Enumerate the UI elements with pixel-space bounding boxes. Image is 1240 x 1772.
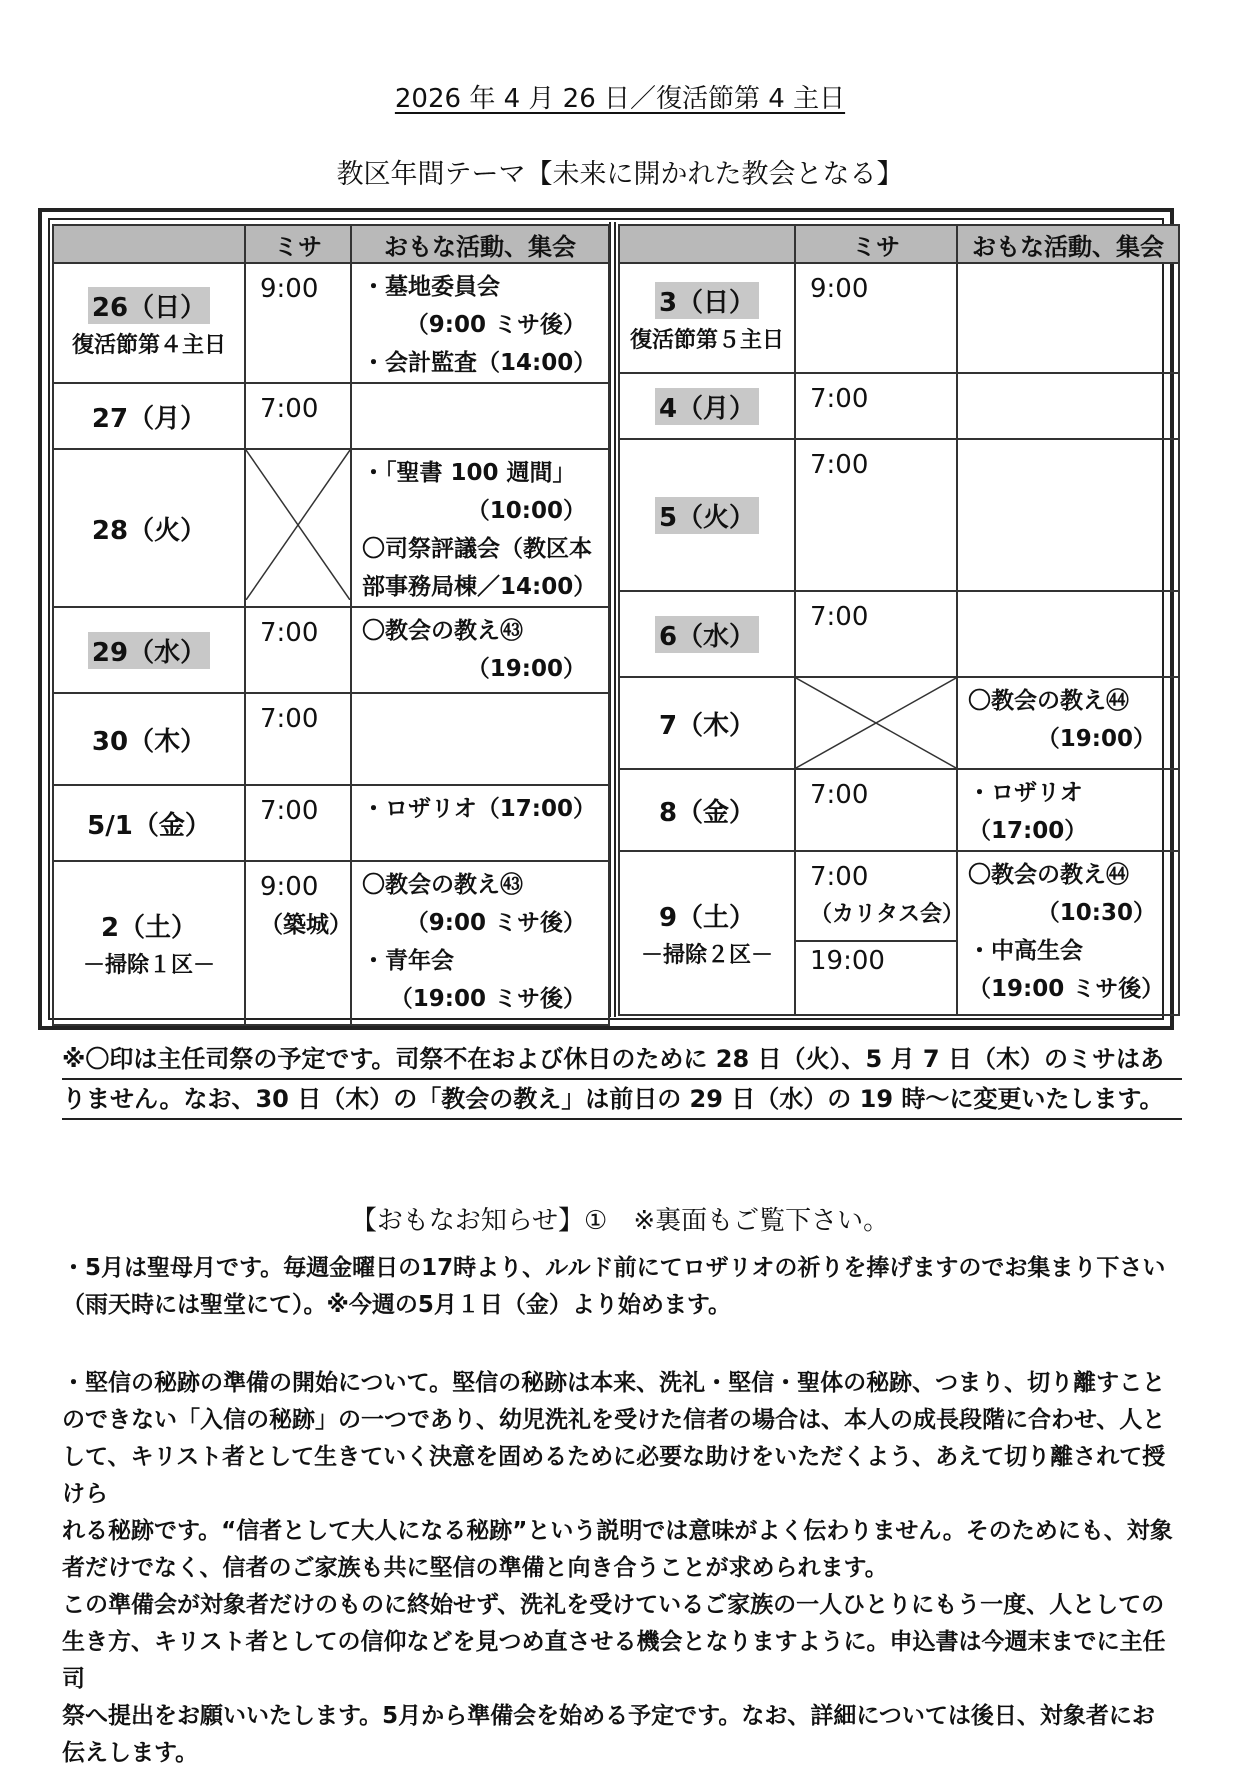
table-row [619,769,1179,851]
table-row [619,439,1179,591]
mass-time: 19:00 [810,946,885,976]
schedule-note [62,1040,1182,1120]
mass-time: 7:00 [810,780,869,810]
date-label: 5/1（金） [87,810,211,841]
mass-note: （カリタス会） [810,902,965,927]
date-label: 26（日） [88,287,210,324]
activity-line: （19:00） [1036,726,1156,752]
activity-line: （9:00 ミサ後） [405,910,586,936]
header-date [619,225,795,263]
activity-line: ・墓地委員会 [362,274,500,300]
mass-time: 7:00 [810,450,869,480]
date-label: 5（火） [655,497,759,534]
activity-line: 〇教会の教え㊹ [968,688,1129,714]
header-date [53,225,245,263]
no-mass-cross [795,677,957,769]
date-sub-label: －掃除１区－ [82,953,215,978]
table-row [619,591,1179,677]
activity-line: ・中高生会 [968,938,1083,964]
activity-line: 〇教会の教え㊸ [362,872,523,898]
mass-time: 7:00 [260,394,319,424]
mass-time: 7:00 [260,796,319,826]
notices-title: 【おもなお知らせ】① ※裏面もご覧下さい。 [350,1206,890,1236]
table-row [53,785,609,861]
date-label: 6（水） [655,616,759,653]
notice-line: 者だけでなく、信者のご家族も共に堅信の準備と向き合うことが求められます。 [62,1555,888,1581]
activity-line: 〇教会の教え㊸ [362,618,523,644]
table-row [619,851,1179,1015]
date-label: 29（水） [88,632,210,669]
notice-line: この準備会が対象者だけのものに終始せず、洗礼を受けているご家族の一人ひとりにもう一度、人としての [62,1592,1165,1618]
notice-line: （雨天時には聖堂にて）。※今週の5月１日（金）より始めます。 [62,1292,732,1318]
table-row [619,263,1179,373]
date-label: 8（金） [658,797,756,828]
activity-line: 〇司祭評議会（教区本 [362,536,592,562]
notice-rosary [62,1250,1182,1324]
activity-line: （10:30） [1036,900,1156,926]
date-sub-label: 復活節第４主日 [71,333,226,358]
date-sub-label: －掃除２区－ [640,943,773,968]
mass-time: 7:00 [260,618,319,648]
notice-line: ・堅信の秘跡の準備の開始について。堅信の秘跡は本来、洗礼・堅信・聖体の秘跡、つまり、切り離すこと [62,1370,1166,1396]
date-label: 2（土） [100,913,198,943]
mass-time: 7:00 [810,602,869,632]
annual-theme: 教区年間テーマ【未来に開かれた教会となる】 [336,159,904,190]
table-row [53,693,609,785]
mass-note: （築城） [260,912,352,938]
mass-time: 7:00 [810,384,869,414]
date-label: 3（日） [655,282,759,319]
notice-line: 伝えします。 [62,1740,199,1766]
activity-line: ・ロザリオ（17:00） [362,796,596,822]
activity-line: （10:00） [466,498,586,524]
activity-line: ・ロザリオ（17:00） [968,780,1088,844]
table-divider [609,222,616,1017]
activity-line: （9:00 ミサ後） [405,312,586,338]
activity-line: ・青年会 [362,948,454,974]
date-label: 27（月） [91,403,207,434]
activity-line: （19:00 ミサ後） [968,976,1165,1002]
date-label: 9（土） [658,903,756,933]
table-row [619,373,1179,439]
activity-line: 部事務局棟／14:00） [362,574,597,600]
note-line: ※〇印は主任司祭の予定です。司祭不在および休日のために 28 日（火）、5 月 7 日（木）のミサはあ [62,1040,1182,1080]
table-row [53,861,609,1025]
mass-time: 7:00 [810,862,869,892]
header-activity: おもな活動、集会 [351,225,609,263]
table-row [53,449,609,607]
notice-confirmation [62,1365,1182,1772]
notice-line: 生き方、キリスト者としての信仰などを見つめ直させる機会となりますように。申込書は今週末までに主任司 [62,1629,1166,1692]
activity-line: （19:00 ミサ後） [389,986,586,1012]
mass-time: 9:00 [260,274,319,304]
notice-line: ・5月は聖母月です。毎週金曜日の17時より、ルルド前にてロザリオの祈りを捧げますのでお集まり下さい [62,1255,1166,1281]
mass-time: 7:00 [260,704,319,734]
date-label: 4（月） [655,388,759,425]
page-title: 2026 年 4 月 26 日／復活節第 4 主日 [394,84,846,114]
activity-line: 〇教会の教え㊹ [968,862,1129,888]
no-mass-cross [245,449,351,607]
table-row [53,607,609,693]
table-row [619,677,1179,769]
schedule-table-left [52,224,610,1026]
schedule-table-right [618,224,1180,1016]
date-label: 7（木） [658,710,756,741]
header-mass: ミサ [245,225,351,263]
activity-line: ・「聖書 100 週間」 [362,460,576,486]
note-line: りません。なお、30 日（木）の「教会の教え」は前日の 29 日（水）の 19 時～に変更いたします。 [62,1080,1182,1120]
table-row [53,383,609,449]
header-activity: おもな活動、集会 [957,225,1179,263]
date-label: 30（木） [91,726,207,757]
notice-line: れる秘跡です。“信者として大人になる秘跡”という説明では意味がよく伝わりません。そのためにも、対象 [62,1518,1173,1544]
mass-time: 9:00 [260,872,319,902]
notice-line: して、キリスト者として生きていく決意を固めるために必要な助けをいただくよう、あえて切り離されて授けら [62,1444,1166,1507]
notice-line: のできない「入信の秘跡」の一つであり、幼児洗礼を受けた信者の場合は、本人の成長段階に合わせ、人と [62,1407,1166,1433]
date-sub-label: 復活節第５主日 [629,328,784,353]
activity-line: ・会計監査（14:00） [362,350,597,376]
header-mass: ミサ [795,225,957,263]
table-row [53,263,609,383]
notice-line: 祭へ提出をお願いいたします。5月から準備会を始める予定です。なお、詳細については後日、対象者にお [62,1703,1155,1729]
mass-time: 9:00 [810,274,869,304]
activity-line: （19:00） [466,656,586,682]
date-label: 28（火） [91,515,207,546]
